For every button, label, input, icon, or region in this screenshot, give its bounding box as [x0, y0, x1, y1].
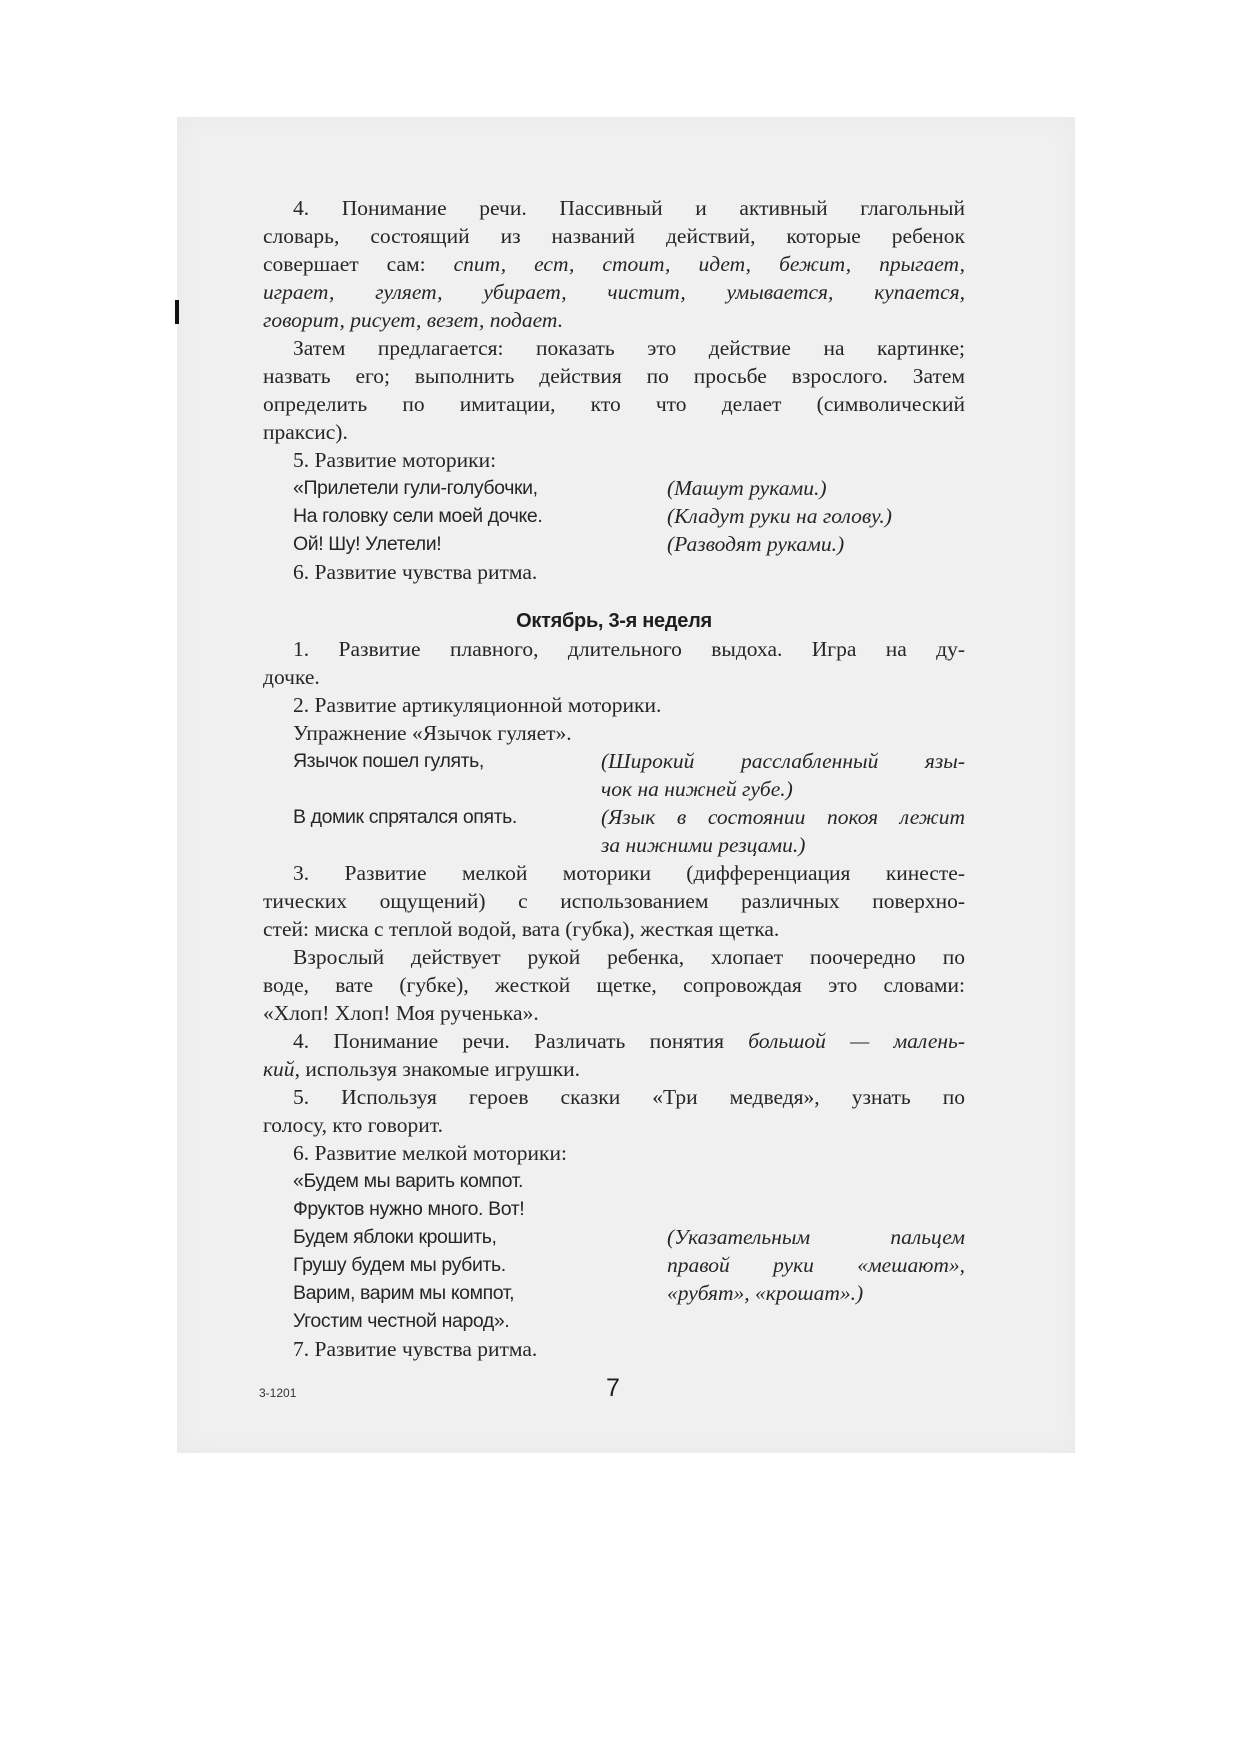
text-line — [263, 250, 965, 278]
verse-action-note: правой руки «мешают», — [667, 1253, 965, 1277]
page-number: 7 — [606, 1374, 620, 1402]
verse-text: Ой! Шу! Улетели! — [293, 533, 442, 555]
italic-text: говорит, рисует, везет, подает. — [263, 308, 564, 332]
verse-action-note: «рубят», «крошат».) — [667, 1281, 864, 1305]
verse-line — [263, 1307, 965, 1335]
body-text: 6. Развитие мелкой моторики: — [293, 1141, 567, 1165]
body-text: словарь, состоящий из названий действий, которые ребенок — [263, 224, 965, 248]
verse-text: На головку сели моей дочке. — [293, 505, 543, 527]
text-line — [263, 362, 965, 390]
text-line — [263, 390, 965, 418]
verse-line — [263, 831, 965, 859]
verse-action-note: (Язык в состоянии покоя лежит — [601, 805, 965, 829]
text-line — [263, 1335, 965, 1363]
body-text: 4. Понимание речи. Пассивный и активный глагольный — [293, 196, 965, 220]
verse-line — [263, 1223, 965, 1251]
text-line — [263, 971, 965, 999]
text-line — [263, 222, 965, 250]
verse-text: «Будем мы варить компот. — [293, 1170, 523, 1192]
verse-text: Фруктов нужно много. Вот! — [293, 1198, 525, 1220]
verse-text: Варим, варим мы компот, — [293, 1282, 515, 1304]
verse-line — [263, 1167, 965, 1195]
verse-text: Язычок пошел гулять, — [293, 750, 484, 772]
verse-text: Угостим честной народ». — [293, 1310, 510, 1332]
verse-line — [263, 1195, 965, 1223]
text-line — [263, 691, 965, 719]
verse-action-note: (Широкий расслабленный язы- — [601, 749, 965, 773]
text-line — [263, 446, 965, 474]
verse-line — [263, 474, 965, 502]
body-text: дочке. — [263, 665, 320, 689]
italic-text: играет, гуляет, убирает, чистит, умывается, купается, — [263, 280, 965, 304]
text-line — [263, 999, 965, 1027]
text-line — [263, 859, 965, 887]
body-text: определить по имитации, кто что делает (символический — [263, 392, 965, 416]
italic-text: спит, ест, стоит, идет, бежит, прыгает, — [453, 252, 965, 276]
body-text: 4. Понимание речи. Различать понятия — [293, 1029, 749, 1053]
body-text: назвать его; выполнить действия по просьбе взрослого. Затем — [263, 364, 965, 388]
body-text: голосу, кто говорит. — [263, 1113, 443, 1137]
verse-line — [263, 803, 965, 831]
text-line — [263, 558, 965, 586]
body-text: стей: миска с теплой водой, вата (губка), жесткая щетка. — [263, 917, 780, 941]
verse-line — [263, 1279, 965, 1307]
body-text: воде, вате (губке), жесткой щетке, сопровождая это словами: — [263, 973, 965, 997]
verse-line — [263, 502, 965, 530]
verse-action-note: (Машут руками.) — [667, 476, 827, 500]
print-code: 3-1201 — [259, 1386, 297, 1400]
body-text: 1. Развитие плавного, длительного выдоха. Игра на ду- — [293, 637, 965, 661]
verse-text: Грушу будем мы рубить. — [293, 1254, 506, 1276]
text-line — [263, 635, 965, 663]
text-line — [263, 194, 965, 222]
text-line — [263, 719, 965, 747]
section-heading: Октябрь, 3-я неделя — [516, 610, 712, 632]
text-line — [263, 1055, 965, 1083]
italic-text: кий — [263, 1057, 295, 1081]
body-text: Затем предлагается: показать это действие на картинке; — [293, 336, 965, 360]
text-line — [263, 663, 965, 691]
body-text: Взрослый действует рукой ребенка, хлопает поочередно по — [293, 945, 965, 969]
text-line — [263, 306, 965, 334]
text-line — [263, 887, 965, 915]
text-line — [263, 278, 965, 306]
verse-action-note: за нижними резцами.) — [601, 833, 806, 857]
text-line — [263, 1139, 965, 1167]
verse-line — [263, 1251, 965, 1279]
body-text: 2. Развитие артикуляционной моторики. — [293, 693, 662, 717]
body-text: совершает сам: — [263, 252, 454, 276]
verse-action-note: (Кладут руки на голову.) — [667, 504, 892, 528]
text-line — [263, 1083, 965, 1111]
verse-text: Будем яблоки крошить, — [293, 1226, 497, 1248]
text-line — [263, 915, 965, 943]
verse-line — [263, 747, 965, 775]
verse-action-note: чок на нижней губе.) — [601, 777, 793, 801]
scan-edge-mark — [175, 300, 179, 324]
body-text: 7. Развитие чувства ритма. — [293, 1337, 538, 1361]
body-text: 6. Развитие чувства ритма. — [293, 560, 538, 584]
body-text: «Хлоп! Хлоп! Моя рученька». — [263, 1001, 539, 1025]
verse-line — [263, 530, 965, 558]
body-text: , используя знакомые игрушки. — [294, 1057, 581, 1081]
verse-action-note: (Указательным пальцем — [667, 1225, 965, 1249]
text-line — [263, 418, 965, 446]
verse-line — [263, 775, 965, 803]
page-body — [263, 194, 965, 1363]
verse-text: «Прилетели гули-голубочки, — [293, 477, 538, 499]
body-text: 5. Используя героев сказки «Три медведя», узнать по — [293, 1085, 965, 1109]
body-text: 3. Развитие мелкой моторики (дифференциация кинесте- — [293, 861, 965, 885]
body-text: тических ощущений) с использованием различных поверхно- — [263, 889, 965, 913]
text-line — [263, 1111, 965, 1139]
body-text: 5. Развитие моторики: — [293, 448, 497, 472]
text-line — [263, 334, 965, 362]
body-text: Упражнение «Язычок гуляет». — [293, 721, 572, 745]
text-line — [263, 943, 965, 971]
text-line — [263, 1027, 965, 1055]
verse-text: В домик спрятался опять. — [293, 806, 517, 828]
verse-action-note: (Разводят руками.) — [667, 532, 845, 556]
body-text: праксис). — [263, 420, 348, 444]
italic-text: большой — малень- — [748, 1029, 965, 1053]
